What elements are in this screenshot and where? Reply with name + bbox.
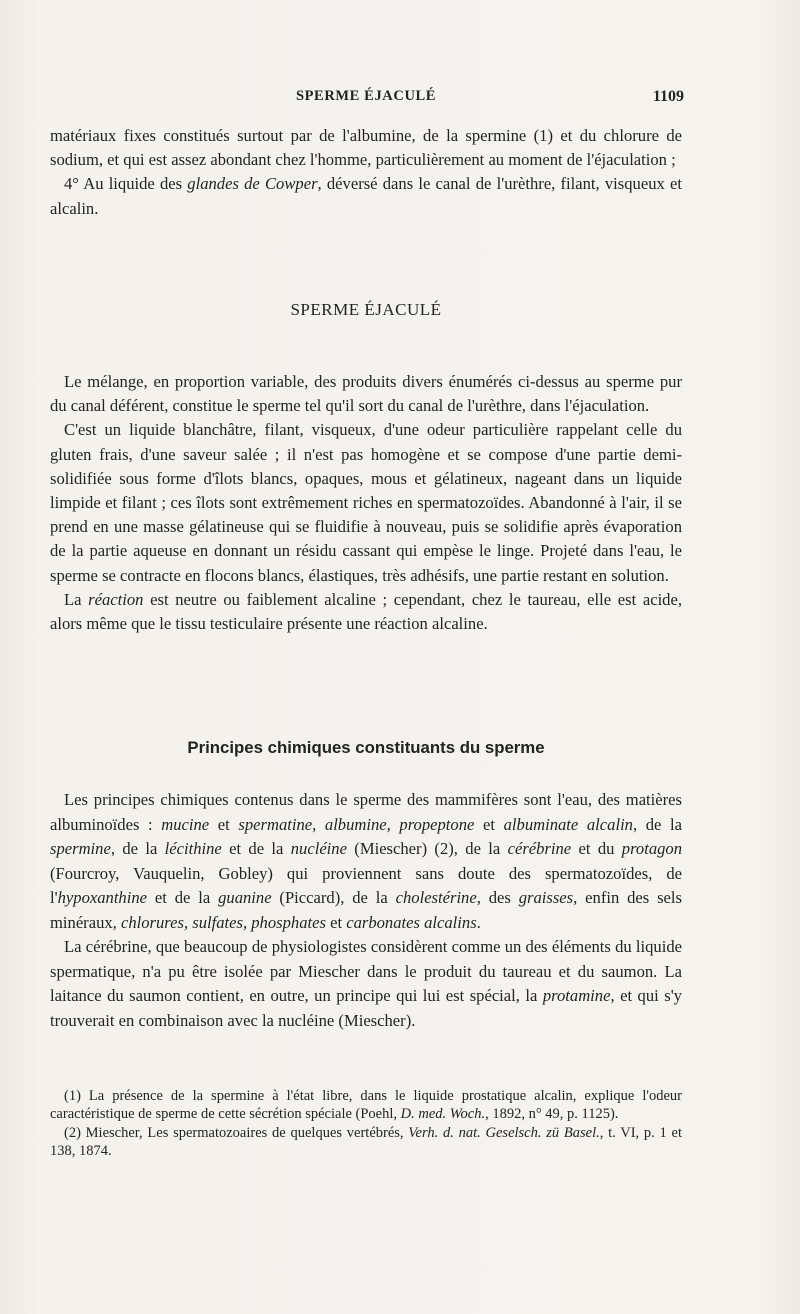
italic-term: mucine: [161, 814, 210, 834]
text-run: , t. VI, p. 1 et 138, 1874.: [50, 1125, 682, 1159]
italic-term: Verh. d. nat. Geselsch. zü Basel.: [408, 1125, 600, 1142]
text-run: .: [476, 912, 481, 932]
italic-term: graisses: [518, 888, 574, 907]
italic-term: D. med. Woch.: [400, 1105, 486, 1122]
italic-term: lécithine: [164, 839, 222, 858]
text-run: Les principes chimiques contenus dans le sperme des mammifères sont l'eau, des matières albuminoïdes :: [50, 790, 682, 834]
text-run: et de la: [221, 839, 291, 858]
section-body-sperme-ejacule: [50, 370, 682, 636]
text-run: et: [209, 814, 239, 834]
italic-term: spermatine, albumine, propeptone: [238, 814, 475, 834]
text-run: (1) La présence de la spermine à l'état libre, dans le liquide prostatique alcalin, explique l'odeur caractéristique de sperme de cette sécrétion spéciale (Poehl,: [50, 1088, 682, 1122]
text-run: , 1892, n° 49, p. 1125).: [485, 1105, 619, 1122]
italic-term: réaction: [88, 589, 144, 609]
paragraph: [50, 588, 682, 636]
text-run: , et qui s'y trouverait en combinaison avec la nucléine (Miescher).: [50, 986, 682, 1030]
text-run: (Fourcroy, Vauquelin, Gobley) qui proviennent sans doute des spermatozoïdes, de l': [50, 863, 682, 907]
italic-term: guanine: [218, 888, 272, 907]
text-run: , des: [476, 888, 519, 907]
text-run: , enfin des sels minéraux,: [50, 888, 682, 932]
text-run: , déversé dans le canal de l'urèthre, filant, visqueux et alcalin.: [50, 174, 682, 218]
running-head: [50, 88, 682, 112]
paragraph: [50, 788, 682, 935]
text-run: La: [64, 589, 89, 609]
paragraph: [50, 935, 682, 1033]
footnote-1: [50, 1088, 682, 1123]
footnotes: [50, 1088, 682, 1162]
text-run: (2) Miescher, Les spermatozoaires de quelques vertébrés,: [64, 1125, 409, 1142]
paragraph: [50, 172, 682, 220]
text-run: 4° Au liquide des: [64, 174, 188, 194]
text-run: , de la: [632, 814, 682, 834]
italic-term: cholestérine: [395, 888, 477, 907]
italic-term: cérébrine: [507, 839, 572, 858]
italic-term: protamine: [542, 986, 611, 1005]
text-run: et de la: [147, 888, 219, 907]
running-title: SPERME ÉJACULÉ: [295, 88, 437, 104]
text-run: (Piccard), de la: [271, 888, 396, 907]
italic-term: nucléine: [290, 839, 347, 858]
italic-term: protagon: [621, 839, 683, 858]
italic-term: albuminate alcalin: [503, 814, 633, 834]
italic-term: chlorures, sulfates, phosphates: [120, 912, 326, 932]
footnote-2: [50, 1125, 682, 1160]
italic-term: carbonates alcalins: [346, 912, 477, 932]
intro-text: [50, 124, 682, 221]
page-number: 1109: [652, 88, 684, 105]
text-run: et du: [571, 839, 622, 858]
text-run: (Miescher) (2), de la: [346, 839, 508, 858]
text-run: est neutre ou faiblement alcaline ; cependant, chez le taureau, elle est acide, alors même que le tissu testiculaire présente une réaction alcaline.: [50, 589, 682, 634]
paragraph: C'est un liquide blanchâtre, filant, visqueux, d'une odeur particulière rappelant celle du gluten frais, d'une saveur salée ; il n'est pas homogène et se compose d'une partie demi-solidifiée sous forme d'îlots blancs, opaques, mous et gélatineux, nageant dans un liquide limpide et filant ; ces îlots sont extrêmement riches en spermatozoïdes. Abandonné à l'air, il se prend en une masse gélatineuse qui se fluidifie à nouveau, puis se solidifie après évaporation de la partie aqueuse en donnant un résidu cassant qui empèse le linge. Projeté dans l'eau, le sperme se contracte en flocons blancs, élastiques, très adhésifs, une partie restant en solution.: [50, 420, 682, 585]
section-heading-principes-chimiques: Principes chimiques constituants du sperme: [187, 738, 545, 757]
italic-term: spermine: [50, 839, 111, 858]
italic-term: glandes de Cowper: [187, 174, 318, 194]
text-run: et: [325, 912, 347, 932]
text-run: et: [474, 814, 504, 834]
section-heading-sperme-ejacule: SPERME ÉJACULÉ: [290, 300, 442, 319]
paragraph: matériaux fixes constitués surtout par de l'albumine, de la spermine (1) et du chlorure de sodium, et qui est assez abondant chez l'homme, particulièrement au moment de l'éjaculation ;: [50, 126, 682, 170]
paragraph: Le mélange, en proportion variable, des produits divers énumérés ci-dessus au sperme pur du canal déférent, constitue le sperme tel qu'il sort du canal de l'urèthre, dans l'éjaculation.: [50, 372, 682, 416]
text-run: La cérébrine, que beaucoup de physiologistes considèrent comme un des éléments du liquide spermatique, n'a pu être isolée par Miescher dans le produit du taureau et du saumon. La laitance du saumon contient, en outre, un principe qui lui est spécial, la: [50, 937, 682, 1005]
section-body-principes-chimiques: [50, 788, 682, 1033]
italic-term: hypoxanthine: [57, 888, 148, 907]
text-run: , de la: [110, 839, 165, 858]
